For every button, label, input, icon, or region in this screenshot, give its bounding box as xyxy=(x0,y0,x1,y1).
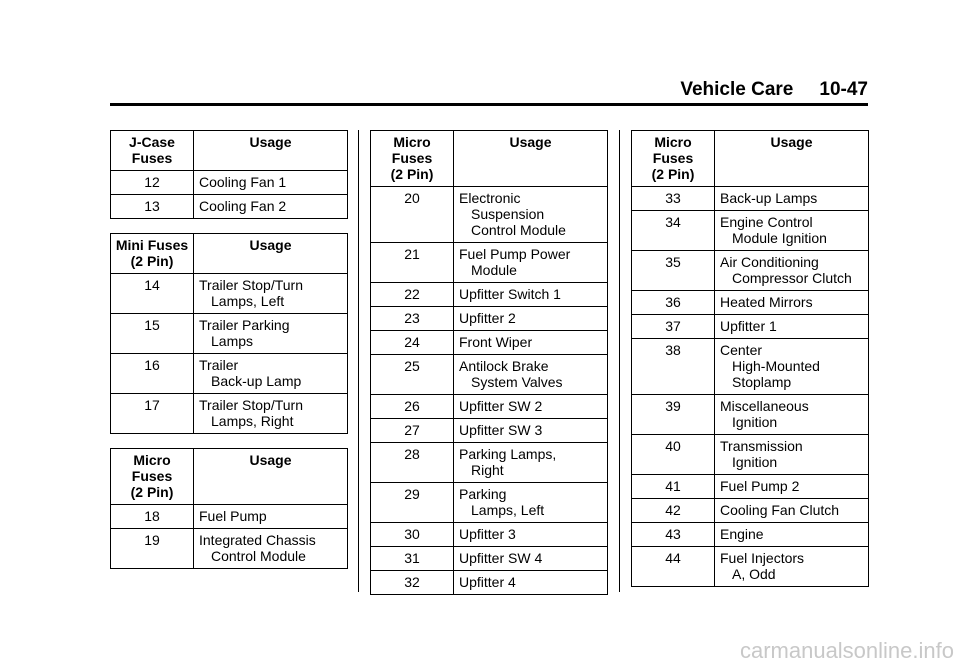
fuse-number: 22 xyxy=(371,283,454,307)
usage-line: Cooling Fan 1 xyxy=(199,174,287,190)
fuse-usage xyxy=(715,523,869,547)
usage-line: Antilock Brake xyxy=(459,358,549,374)
usage-line: Suspension xyxy=(471,206,545,222)
usage-line: Trailer Stop/Turn xyxy=(199,397,303,413)
fuse-usage xyxy=(715,251,869,291)
header-line: Micro Fuses xyxy=(391,134,433,166)
header-line: J-Case xyxy=(129,134,175,150)
fuse-number: 24 xyxy=(371,331,454,355)
usage-column-header: Usage xyxy=(194,234,348,274)
fuse-usage xyxy=(715,547,869,587)
fuse-column-header xyxy=(111,234,194,274)
fuse-number: 32 xyxy=(371,571,454,595)
fuse-usage xyxy=(454,547,608,571)
table-row xyxy=(111,314,348,354)
fuse-table-micro-a xyxy=(110,448,348,569)
table-row xyxy=(371,443,608,483)
table-header-row xyxy=(111,131,348,171)
fuse-usage xyxy=(454,571,608,595)
fuse-usage xyxy=(194,314,348,354)
fuse-number: 29 xyxy=(371,483,454,523)
usage-line: Upfitter 1 xyxy=(720,318,777,334)
table-row xyxy=(632,315,869,339)
fuse-number: 26 xyxy=(371,395,454,419)
page-header xyxy=(0,78,868,102)
fuse-usage xyxy=(454,419,608,443)
fuse-number: 13 xyxy=(111,195,194,219)
table-row xyxy=(632,475,869,499)
table-row xyxy=(111,354,348,394)
fuse-usage xyxy=(194,195,348,219)
usage-line: Lamps, Right xyxy=(211,413,294,429)
usage-line: Lamps, Left xyxy=(471,502,545,518)
header-line: Mini Fuses xyxy=(115,237,189,253)
table-row xyxy=(371,419,608,443)
usage-line: Trailer Parking xyxy=(199,317,290,333)
fuse-column-header xyxy=(111,131,194,171)
fuse-table-j-case xyxy=(110,130,348,219)
table-row xyxy=(111,171,348,195)
usage-line: Upfitter SW 4 xyxy=(459,550,543,566)
usage-line: Control Module xyxy=(211,548,306,564)
header-rule xyxy=(110,103,868,106)
table-row xyxy=(371,395,608,419)
fuse-column-header xyxy=(371,131,454,187)
usage-line: A, Odd xyxy=(732,566,776,582)
fuse-number: 41 xyxy=(632,475,715,499)
fuse-number: 36 xyxy=(632,291,715,315)
usage-line: Front Wiper xyxy=(459,334,533,350)
usage-line: Back-up Lamp xyxy=(211,373,302,389)
fuse-usage xyxy=(194,505,348,529)
fuse-usage xyxy=(454,243,608,283)
usage-line: Transmission xyxy=(720,438,803,454)
usage-line: Upfitter SW 2 xyxy=(459,398,543,414)
fuse-column-header xyxy=(111,449,194,505)
table-row xyxy=(371,331,608,355)
fuse-number: 20 xyxy=(371,187,454,243)
fuse-usage xyxy=(194,274,348,314)
usage-line: Fuel Injectors xyxy=(720,550,805,566)
table-row xyxy=(111,274,348,314)
header-line: Micro Fuses xyxy=(131,452,173,484)
fuse-table-micro-b xyxy=(370,130,608,595)
usage-line: Lamps xyxy=(211,333,254,349)
fuse-number: 33 xyxy=(632,187,715,211)
usage-line: Ignition xyxy=(732,414,778,430)
fuse-number: 34 xyxy=(632,211,715,251)
header-line: (2 Pin) xyxy=(130,253,174,269)
fuse-number: 40 xyxy=(632,435,715,475)
fuse-number: 16 xyxy=(111,354,194,394)
usage-line: Trailer Stop/Turn xyxy=(199,277,303,293)
usage-line: Upfitter 4 xyxy=(459,574,516,590)
usage-line: Upfitter 2 xyxy=(459,310,516,326)
fuse-column-header xyxy=(632,131,715,187)
fuse-usage xyxy=(715,211,869,251)
fuse-usage xyxy=(715,339,869,395)
usage-line: Upfitter Switch 1 xyxy=(459,286,561,302)
fuse-usage xyxy=(194,171,348,195)
fuse-number: 31 xyxy=(371,547,454,571)
usage-line: Upfitter SW 3 xyxy=(459,422,543,438)
header-line: (2 Pin) xyxy=(130,484,174,500)
table-header-row xyxy=(632,131,869,187)
fuse-usage xyxy=(715,499,869,523)
fuse-number: 12 xyxy=(111,171,194,195)
table-row xyxy=(632,435,869,475)
table-row xyxy=(632,251,869,291)
usage-line: Parking xyxy=(459,486,507,502)
table-row xyxy=(111,529,348,569)
table-row xyxy=(371,283,608,307)
page-number: 10-47 xyxy=(819,79,868,100)
table-row xyxy=(111,195,348,219)
usage-line: Parking Lamps, xyxy=(459,446,557,462)
table-header-row xyxy=(371,131,608,187)
fuse-usage xyxy=(454,523,608,547)
table-row xyxy=(371,523,608,547)
table-row xyxy=(371,547,608,571)
usage-line: Cooling Fan Clutch xyxy=(720,502,840,518)
fuse-usage xyxy=(194,394,348,434)
header-line: (2 Pin) xyxy=(390,166,434,182)
usage-line: Trailer xyxy=(199,357,239,373)
usage-line: Engine xyxy=(720,526,764,542)
fuse-usage xyxy=(194,529,348,569)
table-row xyxy=(371,355,608,395)
table-row xyxy=(632,523,869,547)
usage-line: Fuel Pump xyxy=(199,508,267,524)
usage-line: Lamps, Left xyxy=(211,293,285,309)
fuse-usage xyxy=(454,187,608,243)
fuse-usage xyxy=(454,355,608,395)
fuse-usage xyxy=(454,283,608,307)
usage-line: Center xyxy=(720,342,763,358)
table-row xyxy=(371,307,608,331)
usage-line: Miscellaneous xyxy=(720,398,809,414)
table-row xyxy=(371,483,608,523)
usage-line: Engine Control xyxy=(720,214,813,230)
usage-line: Module xyxy=(471,262,517,278)
usage-line: Cooling Fan 2 xyxy=(199,198,287,214)
usage-line: Compressor Clutch xyxy=(732,270,852,286)
fuse-number: 18 xyxy=(111,505,194,529)
fuse-usage xyxy=(715,291,869,315)
usage-line: Air Conditioning xyxy=(720,254,819,270)
table-row xyxy=(632,499,869,523)
usage-line: Control Module xyxy=(471,222,566,238)
usage-column-header: Usage xyxy=(715,131,869,187)
usage-line: Electronic xyxy=(459,190,521,206)
fuse-number: 44 xyxy=(632,547,715,587)
fuse-usage xyxy=(454,483,608,523)
fuse-table-mini xyxy=(110,233,348,434)
table-row xyxy=(632,339,869,395)
column-divider xyxy=(619,130,620,592)
fuse-number: 30 xyxy=(371,523,454,547)
table-row xyxy=(371,571,608,595)
fuse-usage xyxy=(454,331,608,355)
table-row xyxy=(111,505,348,529)
usage-line: Ignition xyxy=(732,454,778,470)
table-row xyxy=(111,394,348,434)
table-row xyxy=(632,395,869,435)
fuse-usage xyxy=(715,315,869,339)
fuse-usage xyxy=(454,395,608,419)
fuse-usage xyxy=(715,187,869,211)
usage-line: System Valves xyxy=(471,374,563,390)
usage-line: Integrated Chassis xyxy=(199,532,316,548)
usage-line: Right xyxy=(471,462,504,478)
fuse-number: 43 xyxy=(632,523,715,547)
fuse-table-micro-c xyxy=(631,130,869,587)
fuse-number: 38 xyxy=(632,339,715,395)
fuse-number: 42 xyxy=(632,499,715,523)
usage-line: High-Mounted xyxy=(732,358,820,374)
fuse-number: 39 xyxy=(632,395,715,435)
fuse-number: 23 xyxy=(371,307,454,331)
table-row xyxy=(371,187,608,243)
fuse-number: 27 xyxy=(371,419,454,443)
fuse-usage xyxy=(715,475,869,499)
table-row xyxy=(632,211,869,251)
table-row xyxy=(371,243,608,283)
fuse-usage xyxy=(715,435,869,475)
table-row xyxy=(632,291,869,315)
fuse-usage xyxy=(454,307,608,331)
column-middle xyxy=(370,130,608,609)
usage-line: Back-up Lamps xyxy=(720,190,818,206)
fuse-usage xyxy=(715,395,869,435)
usage-line: Heated Mirrors xyxy=(720,294,813,310)
header-line: Micro Fuses xyxy=(652,134,694,166)
column-divider xyxy=(358,130,359,592)
usage-line: Module Ignition xyxy=(732,230,827,246)
fuse-number: 21 xyxy=(371,243,454,283)
table-row xyxy=(632,547,869,587)
fuse-usage xyxy=(194,354,348,394)
usage-line: Fuel Pump 2 xyxy=(720,478,800,494)
fuse-number: 37 xyxy=(632,315,715,339)
fuse-number: 15 xyxy=(111,314,194,354)
fuse-number: 25 xyxy=(371,355,454,395)
usage-line: Upfitter 3 xyxy=(459,526,516,542)
fuse-number: 35 xyxy=(632,251,715,291)
usage-column-header: Usage xyxy=(194,131,348,171)
usage-line: Stoplamp xyxy=(732,374,792,390)
table-header-row xyxy=(111,234,348,274)
table-header-row xyxy=(111,449,348,505)
section-title: Vehicle Care xyxy=(680,79,794,100)
column-right xyxy=(631,130,869,601)
fuse-usage xyxy=(454,443,608,483)
column-left xyxy=(110,130,348,583)
usage-column-header: Usage xyxy=(454,131,608,187)
fuse-number: 28 xyxy=(371,443,454,483)
fuse-number: 17 xyxy=(111,394,194,434)
header-line: (2 Pin) xyxy=(651,166,695,182)
fuse-number: 14 xyxy=(111,274,194,314)
usage-column-header: Usage xyxy=(194,449,348,505)
header-line: Fuses xyxy=(131,150,173,166)
fuse-number: 19 xyxy=(111,529,194,569)
table-row xyxy=(632,187,869,211)
usage-line: Fuel Pump Power xyxy=(459,246,571,262)
